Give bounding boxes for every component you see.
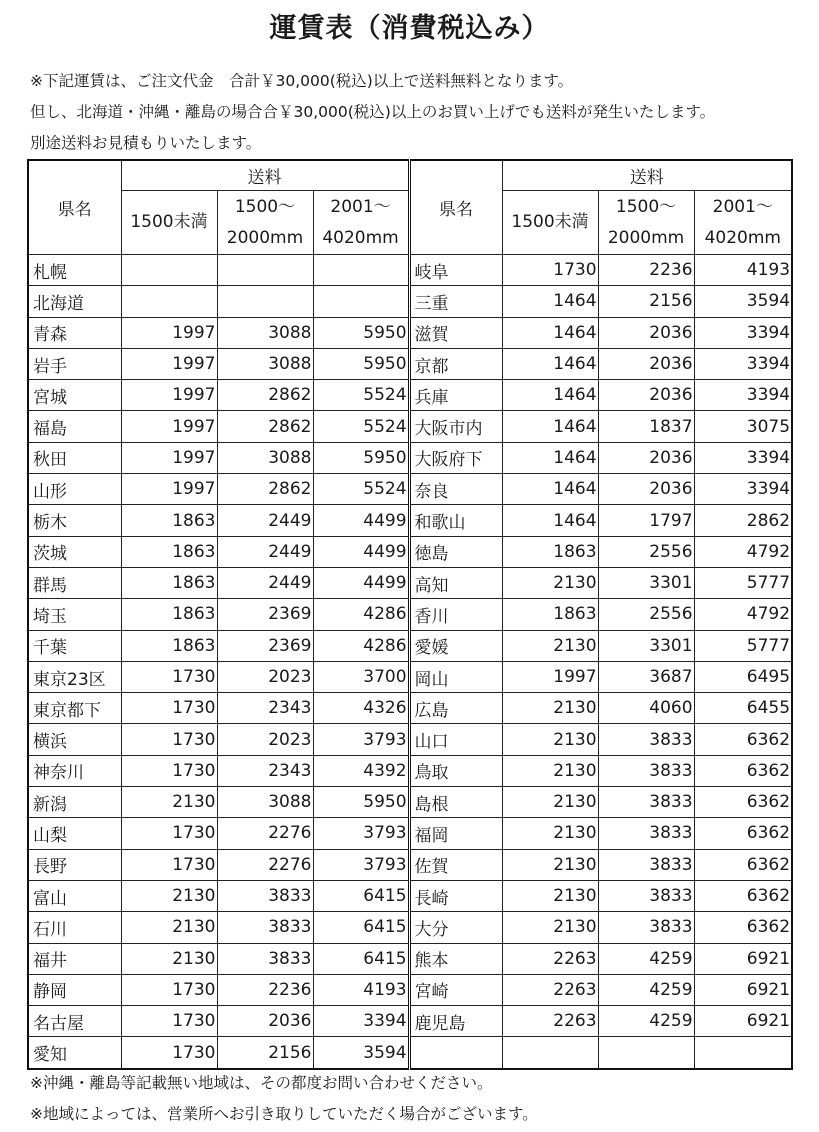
rate-2001-4020-cell: 3394: [694, 474, 792, 505]
rate-2001-4020-cell: 5950: [313, 787, 409, 818]
rate-1500-2000-cell: 2036: [598, 474, 694, 505]
prefecture-cell: 宮崎: [409, 974, 502, 1005]
prefecture-cell: 栃木: [28, 505, 121, 536]
rate-2001-4020-cell: [313, 286, 409, 317]
prefecture-cell: 滋賀: [409, 317, 502, 348]
prefecture-cell: 宮城: [28, 380, 121, 411]
prefecture-cell: 大阪府下: [409, 442, 502, 473]
rate-2001-4020-cell: 4326: [313, 693, 409, 724]
prefecture-cell: 大阪市内: [409, 411, 502, 442]
rate-1500-2000-cell: 3088: [217, 787, 313, 818]
rate-1500-2000-cell: 2862: [217, 411, 313, 442]
prefecture-cell: 三重: [409, 286, 502, 317]
rate-2001-4020-cell: 4792: [694, 536, 792, 567]
rate-1500-2000-cell: 2369: [217, 630, 313, 661]
rate-1500-2000-cell: 2036: [598, 317, 694, 348]
rate-2001-4020-cell: 3394: [694, 380, 792, 411]
rate-under-1500-cell: 1464: [502, 442, 598, 473]
rate-2001-4020-cell: 3793: [313, 818, 409, 849]
table-row: [28, 348, 792, 379]
rate-1500-2000-cell: 2036: [598, 380, 694, 411]
rate-1500-2000-cell: 4259: [598, 1006, 694, 1037]
rate-1500-2000-cell: 2556: [598, 599, 694, 630]
rate-under-1500-cell: 1730: [121, 849, 217, 880]
rate-1500-2000-cell: 3301: [598, 567, 694, 598]
prefecture-cell: 東京23区: [28, 661, 121, 692]
header-prefecture: 県名: [409, 160, 502, 255]
rate-under-1500-cell: 1997: [502, 661, 598, 692]
prefecture-cell: 新潟: [28, 787, 121, 818]
prefecture-cell: 岐阜: [409, 255, 502, 286]
footnote-pickup: ※地域によっては、営業所へお引き取りしていただく場合がございます。: [30, 1105, 538, 1123]
rate-under-1500-cell: 2263: [502, 1006, 598, 1037]
rate-2001-4020-cell: 5524: [313, 380, 409, 411]
prefecture-cell: 岩手: [28, 348, 121, 379]
rate-2001-4020-cell: 6921: [694, 974, 792, 1005]
rate-under-1500-cell: 1464: [502, 286, 598, 317]
rate-1500-2000-cell: 2862: [217, 474, 313, 505]
rate-2001-4020-cell: 6921: [694, 1006, 792, 1037]
rate-1500-2000-cell: 4060: [598, 693, 694, 724]
prefecture-cell: 福岡: [409, 818, 502, 849]
prefecture-cell: 福島: [28, 411, 121, 442]
rate-1500-2000-cell: 1837: [598, 411, 694, 442]
rate-1500-2000-cell: 2156: [598, 286, 694, 317]
rate-under-1500-cell: 1863: [121, 505, 217, 536]
prefecture-cell: 山形: [28, 474, 121, 505]
rate-under-1500-cell: 1730: [121, 693, 217, 724]
rate-2001-4020-cell: 6415: [313, 943, 409, 974]
rate-under-1500-cell: 2130: [121, 880, 217, 911]
rate-2001-4020-cell: 4392: [313, 755, 409, 786]
table-row: [28, 912, 792, 943]
prefecture-cell: 広島: [409, 693, 502, 724]
rate-under-1500-cell: 1464: [502, 474, 598, 505]
rate-under-1500-cell: 1863: [502, 536, 598, 567]
rate-1500-2000-cell: 2276: [217, 849, 313, 880]
rate-1500-2000-cell: [217, 286, 313, 317]
prefecture-cell: 名古屋: [28, 1006, 121, 1037]
rate-under-1500-cell: 1730: [121, 818, 217, 849]
rate-1500-2000-cell: 3833: [598, 818, 694, 849]
table-row: [28, 974, 792, 1005]
prefecture-cell: 福井: [28, 943, 121, 974]
rate-under-1500-cell: 1997: [121, 348, 217, 379]
prefecture-cell: 島根: [409, 787, 502, 818]
prefecture-cell: [409, 1037, 502, 1069]
footnote-inquire: ※沖縄・離島等記載無い地域は、その都度お問い合わせください。: [30, 1074, 493, 1092]
header-1500-2000: 1500〜 2000mm: [598, 191, 694, 255]
note-free-shipping: ※下記運賃は、ご注文代金 合計￥30,000(税込)以上で送料無料となります。: [30, 72, 574, 90]
prefecture-cell: 和歌山: [409, 505, 502, 536]
rate-1500-2000-cell: 3833: [217, 943, 313, 974]
rate-under-1500-cell: 1730: [121, 661, 217, 692]
rate-1500-2000-cell: 4259: [598, 943, 694, 974]
rate-under-1500-cell: [121, 286, 217, 317]
header-shipping: 送料: [502, 160, 792, 191]
rate-2001-4020-cell: 2862: [694, 505, 792, 536]
table-row: [28, 787, 792, 818]
rate-1500-2000-cell: 3833: [598, 787, 694, 818]
rate-1500-2000-cell: 3301: [598, 630, 694, 661]
rate-1500-2000-cell: 2449: [217, 536, 313, 567]
prefecture-cell: 群馬: [28, 567, 121, 598]
header-1500-2000: 1500〜 2000mm: [217, 191, 313, 255]
rate-2001-4020-cell: [694, 1037, 792, 1069]
prefecture-cell: 大分: [409, 912, 502, 943]
prefecture-cell: 鳥取: [409, 755, 502, 786]
prefecture-cell: 埼玉: [28, 599, 121, 630]
table-header-row: [28, 160, 792, 191]
prefecture-cell: 長野: [28, 849, 121, 880]
table-row: [28, 505, 792, 536]
rate-2001-4020-cell: 5950: [313, 442, 409, 473]
header-prefecture: 県名: [28, 160, 121, 255]
table-row: [28, 693, 792, 724]
rate-under-1500-cell: 2263: [502, 974, 598, 1005]
table-row: [28, 536, 792, 567]
table-row: [28, 1006, 792, 1037]
prefecture-cell: 静岡: [28, 974, 121, 1005]
rate-2001-4020-cell: 3394: [694, 348, 792, 379]
rate-1500-2000-cell: 2449: [217, 567, 313, 598]
rate-2001-4020-cell: 4193: [313, 974, 409, 1005]
rate-2001-4020-cell: 5524: [313, 474, 409, 505]
prefecture-cell: 横浜: [28, 724, 121, 755]
rate-2001-4020-cell: 4792: [694, 599, 792, 630]
rate-1500-2000-cell: 2036: [598, 442, 694, 473]
rate-under-1500-cell: 2130: [502, 880, 598, 911]
rate-1500-2000-cell: 2343: [217, 693, 313, 724]
rate-1500-2000-cell: 2556: [598, 536, 694, 567]
rate-under-1500-cell: [121, 255, 217, 286]
rate-2001-4020-cell: 6362: [694, 724, 792, 755]
rate-under-1500-cell: [502, 1037, 598, 1069]
rate-1500-2000-cell: 3833: [598, 755, 694, 786]
table-row: [28, 755, 792, 786]
table-row: [28, 317, 792, 348]
table-row: [28, 442, 792, 473]
rate-1500-2000-cell: 3833: [598, 912, 694, 943]
table-row: [28, 474, 792, 505]
rate-2001-4020-cell: 6362: [694, 818, 792, 849]
rate-under-1500-cell: 2130: [502, 755, 598, 786]
shipping-rate-table: [27, 159, 793, 1070]
rate-2001-4020-cell: 3394: [694, 442, 792, 473]
rate-2001-4020-cell: 4193: [694, 255, 792, 286]
rate-under-1500-cell: 1997: [121, 380, 217, 411]
table-row: [28, 1037, 792, 1069]
rate-under-1500-cell: 1730: [502, 255, 598, 286]
prefecture-cell: 山口: [409, 724, 502, 755]
prefecture-cell: 北海道: [28, 286, 121, 317]
header-2001-4020: 2001〜 4020mm: [694, 191, 792, 255]
rate-under-1500-cell: 1997: [121, 474, 217, 505]
rate-1500-2000-cell: 1797: [598, 505, 694, 536]
rate-2001-4020-cell: 4286: [313, 599, 409, 630]
table-row: [28, 724, 792, 755]
rate-under-1500-cell: 1863: [121, 630, 217, 661]
table-row: [28, 943, 792, 974]
rate-2001-4020-cell: 3075: [694, 411, 792, 442]
rate-2001-4020-cell: 5950: [313, 348, 409, 379]
header-under-1500: 1500未満: [121, 191, 217, 255]
prefecture-cell: 山梨: [28, 818, 121, 849]
rate-1500-2000-cell: 3833: [217, 880, 313, 911]
table-row: [28, 567, 792, 598]
prefecture-cell: 東京都下: [28, 693, 121, 724]
rate-1500-2000-cell: 3833: [598, 724, 694, 755]
rate-under-1500-cell: 2130: [502, 818, 598, 849]
rate-1500-2000-cell: 2449: [217, 505, 313, 536]
prefecture-cell: 香川: [409, 599, 502, 630]
prefecture-cell: 京都: [409, 348, 502, 379]
rate-1500-2000-cell: 2036: [217, 1006, 313, 1037]
rate-1500-2000-cell: 2156: [217, 1037, 313, 1069]
rate-under-1500-cell: 2130: [502, 567, 598, 598]
header-under-1500: 1500未満: [502, 191, 598, 255]
rate-2001-4020-cell: 6415: [313, 912, 409, 943]
prefecture-cell: 千葉: [28, 630, 121, 661]
prefecture-cell: 愛媛: [409, 630, 502, 661]
rate-1500-2000-cell: 2236: [217, 974, 313, 1005]
header-shipping: 送料: [121, 160, 409, 191]
rate-2001-4020-cell: 5777: [694, 630, 792, 661]
prefecture-cell: 奈良: [409, 474, 502, 505]
rate-1500-2000-cell: 2369: [217, 599, 313, 630]
rate-under-1500-cell: 1464: [502, 505, 598, 536]
rate-2001-4020-cell: 6415: [313, 880, 409, 911]
rate-1500-2000-cell: 3088: [217, 317, 313, 348]
rate-under-1500-cell: 1730: [121, 755, 217, 786]
prefecture-cell: 富山: [28, 880, 121, 911]
table-row: [28, 661, 792, 692]
rate-2001-4020-cell: 4499: [313, 505, 409, 536]
prefecture-cell: 佐賀: [409, 849, 502, 880]
prefecture-cell: 石川: [28, 912, 121, 943]
rate-1500-2000-cell: [217, 255, 313, 286]
rate-1500-2000-cell: 2862: [217, 380, 313, 411]
prefecture-cell: 熊本: [409, 943, 502, 974]
rate-2001-4020-cell: 3594: [313, 1037, 409, 1069]
rate-under-1500-cell: 2130: [502, 724, 598, 755]
rate-under-1500-cell: 1464: [502, 317, 598, 348]
rate-under-1500-cell: 2130: [121, 943, 217, 974]
rate-2001-4020-cell: 6921: [694, 943, 792, 974]
rate-1500-2000-cell: 3687: [598, 661, 694, 692]
note-hokkaido-okinawa: 但し、北海道・沖縄・離島の場合合￥30,000(税込)以上のお買い上げでも送料が発生いたします。: [30, 103, 716, 121]
rate-2001-4020-cell: 6362: [694, 849, 792, 880]
rate-under-1500-cell: 1863: [121, 567, 217, 598]
rate-1500-2000-cell: 4259: [598, 974, 694, 1005]
prefecture-cell: 神奈川: [28, 755, 121, 786]
prefecture-cell: 兵庫: [409, 380, 502, 411]
rate-under-1500-cell: 2130: [121, 787, 217, 818]
rate-1500-2000-cell: 3088: [217, 348, 313, 379]
rate-under-1500-cell: 1997: [121, 411, 217, 442]
rate-2001-4020-cell: 6362: [694, 787, 792, 818]
rate-under-1500-cell: 1464: [502, 380, 598, 411]
rate-1500-2000-cell: 2023: [217, 724, 313, 755]
rate-1500-2000-cell: [598, 1037, 694, 1069]
rate-2001-4020-cell: 6455: [694, 693, 792, 724]
rate-1500-2000-cell: 2343: [217, 755, 313, 786]
table-row: [28, 818, 792, 849]
rate-under-1500-cell: 1730: [121, 974, 217, 1005]
page-title: 運賃表（消費税込み）: [269, 13, 550, 44]
rate-2001-4020-cell: 6495: [694, 661, 792, 692]
rate-under-1500-cell: 1730: [121, 724, 217, 755]
rate-2001-4020-cell: 6362: [694, 880, 792, 911]
note-separate-estimate: 別途送料お見積もりいたします。: [30, 134, 262, 152]
rate-1500-2000-cell: 3833: [217, 912, 313, 943]
rate-1500-2000-cell: 3833: [598, 849, 694, 880]
table-row: [28, 849, 792, 880]
prefecture-cell: 鹿児島: [409, 1006, 502, 1037]
rate-1500-2000-cell: 2236: [598, 255, 694, 286]
rate-2001-4020-cell: 4499: [313, 536, 409, 567]
table-row: [28, 599, 792, 630]
rate-2001-4020-cell: 3700: [313, 661, 409, 692]
prefecture-cell: 徳島: [409, 536, 502, 567]
rate-2001-4020-cell: 3394: [313, 1006, 409, 1037]
table-row: [28, 286, 792, 317]
rate-2001-4020-cell: 6362: [694, 912, 792, 943]
rate-2001-4020-cell: 4499: [313, 567, 409, 598]
prefecture-cell: 高知: [409, 567, 502, 598]
table-row: [28, 630, 792, 661]
rate-1500-2000-cell: 3833: [598, 880, 694, 911]
rate-2001-4020-cell: 3793: [313, 849, 409, 880]
rate-under-1500-cell: 1730: [121, 1037, 217, 1069]
rate-2001-4020-cell: 5777: [694, 567, 792, 598]
rate-2001-4020-cell: 3394: [694, 317, 792, 348]
rate-1500-2000-cell: 2023: [217, 661, 313, 692]
rate-2001-4020-cell: 5950: [313, 317, 409, 348]
rate-2001-4020-cell: 3793: [313, 724, 409, 755]
rate-under-1500-cell: 1464: [502, 348, 598, 379]
rate-2001-4020-cell: 3594: [694, 286, 792, 317]
rate-under-1500-cell: 1464: [502, 411, 598, 442]
prefecture-cell: 札幌: [28, 255, 121, 286]
table-row: [28, 255, 792, 286]
rate-under-1500-cell: 1997: [121, 317, 217, 348]
header-2001-4020: 2001〜 4020mm: [313, 191, 409, 255]
prefecture-cell: 岡山: [409, 661, 502, 692]
rate-under-1500-cell: 2130: [502, 630, 598, 661]
rate-under-1500-cell: 2130: [121, 912, 217, 943]
prefecture-cell: 秋田: [28, 442, 121, 473]
table-row: [28, 380, 792, 411]
rate-under-1500-cell: 1730: [121, 1006, 217, 1037]
table-row: [28, 880, 792, 911]
rate-2001-4020-cell: 5524: [313, 411, 409, 442]
prefecture-cell: 茨城: [28, 536, 121, 567]
rate-under-1500-cell: 2130: [502, 849, 598, 880]
rate-under-1500-cell: 2130: [502, 912, 598, 943]
prefecture-cell: 青森: [28, 317, 121, 348]
rate-under-1500-cell: 1863: [121, 599, 217, 630]
rate-under-1500-cell: 2130: [502, 787, 598, 818]
rate-under-1500-cell: 1997: [121, 442, 217, 473]
rate-under-1500-cell: 2263: [502, 943, 598, 974]
rate-2001-4020-cell: 4286: [313, 630, 409, 661]
prefecture-cell: 長崎: [409, 880, 502, 911]
rate-under-1500-cell: 1863: [502, 599, 598, 630]
rate-2001-4020-cell: 6362: [694, 755, 792, 786]
table-body: [28, 255, 792, 1069]
rate-1500-2000-cell: 3088: [217, 442, 313, 473]
rate-1500-2000-cell: 2276: [217, 818, 313, 849]
rate-under-1500-cell: 1863: [121, 536, 217, 567]
rate-under-1500-cell: 2130: [502, 693, 598, 724]
table-row: [28, 411, 792, 442]
prefecture-cell: 愛知: [28, 1037, 121, 1069]
rate-2001-4020-cell: [313, 255, 409, 286]
rate-1500-2000-cell: 2036: [598, 348, 694, 379]
